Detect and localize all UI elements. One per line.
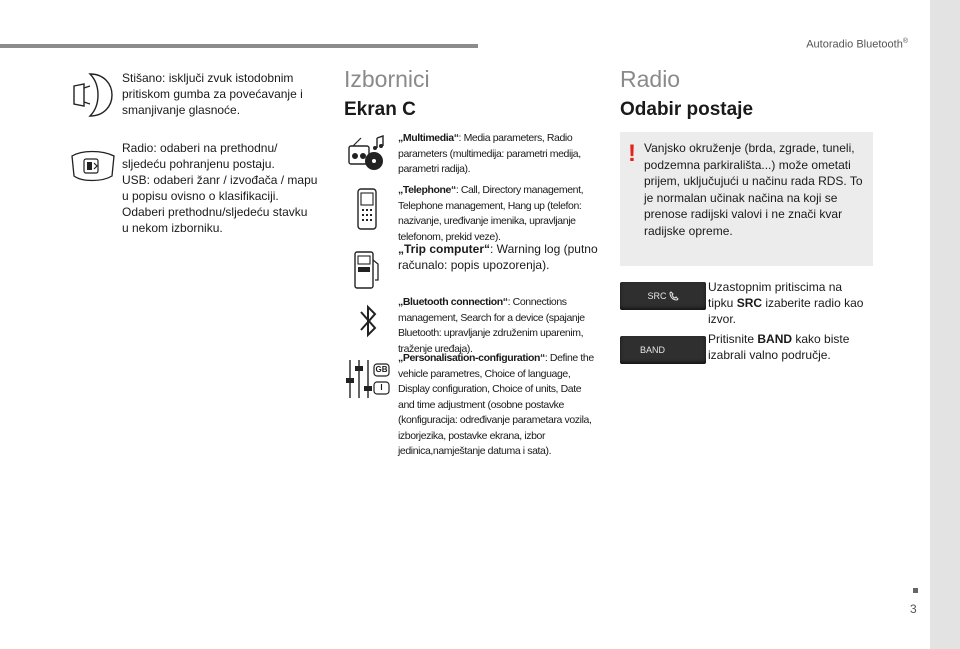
radio-line: Odaberi prethodnu/sljedeću stavku [122, 205, 308, 219]
band-button-label: BAND [640, 345, 666, 355]
page-margin-strip [930, 0, 960, 649]
page-number: 3 [910, 602, 917, 616]
radio-description [122, 140, 332, 236]
radio-line: u nekom izborniku. [122, 221, 223, 235]
band-button [620, 336, 706, 364]
steering-wheel-controls-icon [68, 148, 118, 184]
menu-item-bluetooth: „Bluetooth connection“: Connections management, Search for a device (spajanje Bluetooth: upravljanje združenim uparenim, traženje uređaja). [398, 296, 585, 355]
src-button [620, 282, 706, 310]
bluetooth-icon [358, 302, 380, 340]
radio-line: u popisu ovisno o klasifikaciji. [122, 189, 279, 203]
src-description: Uzastopnim pritiscima na tipku SRC izaberite radio kao izvor. [708, 280, 864, 326]
telephone-icon [354, 187, 380, 231]
band-description: Pritisnite BAND kako biste izabrali valno područje. [708, 332, 850, 362]
menu-item-multimedia: „Multimedia“: Media parameters, Radio parameters (multimedija: parametri medija, parametri radija). [398, 132, 581, 175]
radio-line: sljedeću pohranjenu postaju. [122, 157, 275, 171]
page-marker [913, 588, 918, 593]
menu-item-trip-computer: „Trip computer“: Warning log (putno računalo: popis upozorenja). [398, 242, 598, 272]
radio-title: Radio [620, 66, 681, 92]
gb-icon-label: GB [375, 365, 388, 374]
radio-line: USB: odaberi žanr / izvođača / mapu [122, 173, 318, 187]
menu-item-personalisation: „Personalisation-configuration“: Define the vehicle parametres, Choice of language, Display configuration, Choice of units, Date and time adjustment (osobne postavke (konfiguracija: određivanje parametara vozila, izborjezika, postavke ekrana, izbor jedinica,namještanje datuma i sata). [398, 352, 594, 457]
station-selection-subtitle: Odabir postaje [620, 99, 754, 120]
chapter-title: Autoradio Bluetooth® [806, 38, 908, 51]
header-rule [0, 44, 478, 48]
steering-wheel-volume-icon [70, 70, 116, 120]
src-button-label: SRC [647, 291, 667, 301]
i-icon-label: I [380, 383, 383, 392]
fuel-pump-icon [352, 250, 382, 290]
warning-icon: ! [628, 140, 636, 167]
mute-description: Stišano: isključi zvuk istodobnim pritiskom gumba za povećavanje i smanjivanje glasnoće. [122, 71, 303, 117]
menus-title: Izbornici [344, 66, 430, 92]
phone-handset-icon [669, 291, 679, 301]
radio-line: Radio: odaberi na prethodnu/ [122, 141, 278, 155]
screen-c-subtitle: Ekran C [344, 99, 416, 120]
menu-item-telephone: „Telephone“: Call, Directory management, Telephone management, Hang up (telefon: nazivanje, uređivanje imenika, upravljanje telefonom, prekid veze). [398, 184, 584, 243]
warning-text: Vanjsko okruženje (brda, zgrade, tuneli, podzemna parkirališta...) može ometati prijem, uključujući u načinu rada RDS. To je normalan učinak načina na koji se prenose radijski valovi i ne znači kvar radijske opreme. [644, 141, 863, 238]
multimedia-icon [347, 134, 387, 172]
